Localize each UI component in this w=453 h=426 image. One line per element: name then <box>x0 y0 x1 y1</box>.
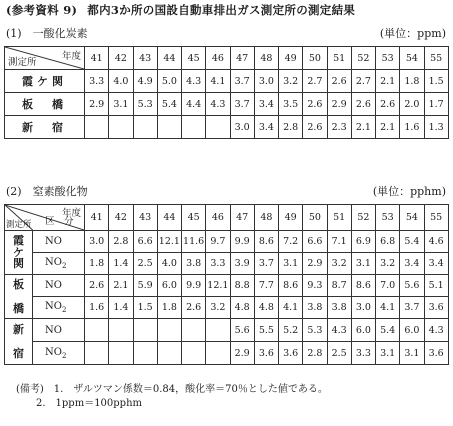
value-cell: 2.6 <box>327 70 351 93</box>
year-header: 53 <box>376 205 400 231</box>
value-cell: 4.9 <box>133 70 157 93</box>
header-row <box>5 205 449 231</box>
pollutant-kind <box>33 253 85 275</box>
value-cell: 2.6 <box>376 93 400 116</box>
year-header: 41 <box>85 47 109 70</box>
station-name: 霞ケ関 <box>5 70 85 93</box>
value-cell: 2.5 <box>327 342 351 365</box>
value-cell: 3.7 <box>400 297 424 319</box>
value-cell: 3.2 <box>206 297 230 319</box>
section2-header <box>6 183 446 199</box>
table-row <box>5 93 449 116</box>
value-cell: 9.7 <box>206 231 230 253</box>
value-cell: 4.3 <box>327 319 351 342</box>
year-header: 42 <box>109 205 133 231</box>
pollutant-kind <box>33 297 85 319</box>
value-cell: 8.6 <box>351 275 375 297</box>
value-cell: 2.1 <box>351 116 375 139</box>
year-header: 47 <box>230 205 254 231</box>
value-cell: 1.8 <box>400 70 424 93</box>
year-header: 45 <box>182 205 206 231</box>
value-cell: 3.8 <box>303 297 327 319</box>
year-header: 52 <box>351 47 375 70</box>
year-header: 46 <box>206 47 230 70</box>
value-cell: 2.9 <box>85 93 109 116</box>
year-header: 54 <box>400 205 424 231</box>
value-cell <box>109 319 133 342</box>
value-cell: 3.7 <box>230 70 254 93</box>
value-cell: 5.4 <box>157 93 181 116</box>
pollutant-kind <box>33 275 85 297</box>
year-header: 50 <box>303 47 327 70</box>
pollutant-kind-subscript: 2 <box>61 262 67 270</box>
value-cell: 3.3 <box>85 70 109 93</box>
year-header: 45 <box>182 47 206 70</box>
value-cell: 5.5 <box>254 319 278 342</box>
value-cell <box>85 116 109 139</box>
carbon-monoxide-table <box>4 46 449 139</box>
value-cell: 3.4 <box>400 253 424 275</box>
value-cell: 8.6 <box>254 231 278 253</box>
value-cell: 2.7 <box>351 70 375 93</box>
year-header: 55 <box>424 205 448 231</box>
value-cell: 2.6 <box>85 275 109 297</box>
value-cell: 5.9 <box>133 275 157 297</box>
corner-year-label: 年度 <box>61 51 81 62</box>
value-cell: 5.6 <box>400 275 424 297</box>
value-cell: 3.0 <box>254 70 278 93</box>
value-cell: 2.0 <box>400 93 424 116</box>
value-cell: 3.0 <box>351 297 375 319</box>
value-cell: 6.8 <box>376 231 400 253</box>
pollutant-kind <box>33 319 85 342</box>
value-cell: 3.5 <box>279 93 303 116</box>
table-row <box>5 231 449 253</box>
value-cell: 2.3 <box>327 116 351 139</box>
year-header: 46 <box>206 205 230 231</box>
pollutant-kind <box>33 342 85 365</box>
value-cell <box>182 319 206 342</box>
value-cell: 2.9 <box>230 342 254 365</box>
value-cell: 3.1 <box>376 342 400 365</box>
value-cell: 7.0 <box>376 275 400 297</box>
corner-cell <box>5 205 85 231</box>
value-cell: 3.3 <box>351 342 375 365</box>
value-cell <box>157 116 181 139</box>
station-name <box>5 275 33 319</box>
value-cell: 1.5 <box>133 297 157 319</box>
station-name-char: 橋 <box>13 301 24 315</box>
station-name-char: ケ <box>13 245 24 259</box>
value-cell: 2.7 <box>303 70 327 93</box>
table-row <box>5 297 449 319</box>
value-cell: 3.4 <box>254 116 278 139</box>
value-cell: 6.0 <box>400 319 424 342</box>
value-cell: 3.1 <box>109 93 133 116</box>
value-cell: 4.4 <box>182 93 206 116</box>
value-cell: 2.1 <box>376 70 400 93</box>
corner-cell <box>5 47 85 70</box>
pollutant-kind-label: NO <box>45 324 62 336</box>
notes <box>16 383 328 411</box>
pollutant-kind-subscript: 2 <box>61 306 67 314</box>
year-header: 48 <box>254 205 278 231</box>
value-cell: 3.9 <box>230 253 254 275</box>
corner-kind-label: 区 分 <box>45 216 74 227</box>
year-header: 44 <box>157 205 181 231</box>
pollutant-kind-label: NO <box>45 257 62 268</box>
value-cell: 5.2 <box>279 319 303 342</box>
table-row <box>5 70 449 93</box>
corner-station-label: 測定所 <box>6 220 32 230</box>
station-name: 新 宿 <box>5 116 85 139</box>
value-cell: 4.3 <box>424 319 448 342</box>
value-cell: 8.6 <box>279 275 303 297</box>
value-cell: 6.0 <box>351 319 375 342</box>
value-cell: 2.1 <box>376 116 400 139</box>
section1-header <box>6 25 446 41</box>
value-cell: 5.3 <box>133 93 157 116</box>
year-header: 51 <box>327 205 351 231</box>
value-cell: 4.3 <box>206 93 230 116</box>
station-name-char: 宿 <box>13 346 24 360</box>
year-header: 48 <box>254 47 278 70</box>
corner-station-label: 測定所 <box>8 57 37 68</box>
value-cell: 12.1 <box>157 231 181 253</box>
value-cell <box>157 342 181 365</box>
section2-heading: (2) 窒素酸化物 <box>6 185 88 198</box>
station-name-char: 霞 <box>13 234 24 248</box>
value-cell: 6.9 <box>351 231 375 253</box>
nitrogen-oxides-table <box>4 204 449 365</box>
value-cell: 1.7 <box>424 93 448 116</box>
pollutant-kind-label: NO <box>45 301 62 312</box>
table-row <box>5 116 449 139</box>
value-cell: 4.0 <box>157 253 181 275</box>
value-cell: 5.1 <box>424 275 448 297</box>
table-row <box>5 319 449 342</box>
title-main: 都内3か所の国設自動車排出ガス測定所の測定結果 <box>87 3 356 17</box>
value-cell: 1.3 <box>424 116 448 139</box>
value-cell: 4.1 <box>206 70 230 93</box>
pollutant-kind-subscript: 2 <box>61 351 67 360</box>
value-cell: 6.6 <box>133 231 157 253</box>
value-cell: 5.3 <box>303 319 327 342</box>
value-cell: 4.8 <box>230 297 254 319</box>
value-cell <box>133 342 157 365</box>
value-cell: 4.6 <box>424 231 448 253</box>
value-cell: 5.6 <box>230 319 254 342</box>
corner-year-label: 年度 <box>61 208 81 219</box>
year-header: 47 <box>230 47 254 70</box>
value-cell <box>85 342 109 365</box>
value-cell: 3.7 <box>230 93 254 116</box>
value-cell: 6.0 <box>157 275 181 297</box>
value-cell: 2.9 <box>327 93 351 116</box>
header-row <box>5 47 449 70</box>
value-cell: 7.1 <box>327 231 351 253</box>
value-cell: 2.9 <box>303 253 327 275</box>
value-cell: 3.4 <box>254 93 278 116</box>
value-cell: 3.2 <box>327 253 351 275</box>
value-cell: 1.8 <box>85 253 109 275</box>
value-cell: 1.8 <box>157 297 181 319</box>
value-cell <box>182 116 206 139</box>
station-name-char: 板 <box>13 277 24 291</box>
station-name-char: 関 <box>13 257 24 271</box>
value-cell: 3.0 <box>230 116 254 139</box>
value-cell: 4.1 <box>376 297 400 319</box>
pollutant-kind <box>33 231 85 253</box>
year-header: 49 <box>279 205 303 231</box>
year-header: 42 <box>109 47 133 70</box>
table-row <box>5 342 449 365</box>
year-header: 54 <box>400 47 424 70</box>
value-cell: 5.4 <box>376 319 400 342</box>
pollutant-kind-label: NO <box>45 236 62 247</box>
document-title <box>6 2 451 18</box>
value-cell: 11.6 <box>182 231 206 253</box>
year-header: 41 <box>85 205 109 231</box>
value-cell: 8.8 <box>230 275 254 297</box>
value-cell: 2.8 <box>279 116 303 139</box>
value-cell <box>109 342 133 365</box>
value-cell: 3.6 <box>279 342 303 365</box>
value-cell: 5.4 <box>400 231 424 253</box>
year-header: 52 <box>351 205 375 231</box>
value-cell <box>133 116 157 139</box>
value-cell <box>206 342 230 365</box>
value-cell: 7.7 <box>254 275 278 297</box>
value-cell: 1.4 <box>109 253 133 275</box>
station-name-char: 新 <box>13 322 24 336</box>
value-cell: 2.6 <box>182 297 206 319</box>
value-cell: 1.6 <box>85 297 109 319</box>
value-cell: 6.6 <box>303 231 327 253</box>
value-cell <box>109 116 133 139</box>
year-header: 44 <box>157 47 181 70</box>
value-cell: 3.1 <box>351 253 375 275</box>
value-cell: 3.6 <box>424 342 448 365</box>
value-cell: 1.4 <box>109 297 133 319</box>
value-cell: 3.3 <box>206 253 230 275</box>
value-cell: 8.7 <box>327 275 351 297</box>
value-cell: 4.3 <box>182 70 206 93</box>
station-name: 板 橋 <box>5 93 85 116</box>
value-cell <box>85 319 109 342</box>
section2-unit: (単位：pphm) <box>372 185 446 198</box>
value-cell: 2.6 <box>303 93 327 116</box>
value-cell: 9.9 <box>182 275 206 297</box>
section1-heading: (1) 一酸化炭素 <box>6 27 88 40</box>
value-cell: 3.2 <box>279 70 303 93</box>
value-cell <box>157 319 181 342</box>
year-header: 51 <box>327 47 351 70</box>
value-cell: 3.6 <box>424 297 448 319</box>
value-cell: 2.1 <box>109 275 133 297</box>
station-name <box>5 319 33 365</box>
value-cell: 1.5 <box>424 70 448 93</box>
value-cell: 5.0 <box>157 70 181 93</box>
note-line-1: (備考) 1. ザルツマン係数＝0.84，酸化率＝70％とした値である。 <box>16 384 328 395</box>
value-cell: 3.0 <box>85 231 109 253</box>
station-name <box>5 231 33 275</box>
value-cell <box>206 116 230 139</box>
value-cell: 9.3 <box>303 275 327 297</box>
value-cell <box>182 342 206 365</box>
value-cell: 9.9 <box>230 231 254 253</box>
value-cell <box>206 319 230 342</box>
value-cell: 3.2 <box>376 253 400 275</box>
pollutant-kind-label: NO <box>45 280 62 291</box>
section1-unit: (単位：ppm) <box>379 27 446 40</box>
table-row <box>5 253 449 275</box>
reference-number: (参考資料 9) <box>6 3 78 17</box>
value-cell: 2.8 <box>303 342 327 365</box>
value-cell: 3.7 <box>254 253 278 275</box>
value-cell: 4.1 <box>279 297 303 319</box>
value-cell: 4.8 <box>254 297 278 319</box>
year-header: 49 <box>279 47 303 70</box>
year-header: 43 <box>133 47 157 70</box>
value-cell: 4.0 <box>109 70 133 93</box>
note-line-2: 2. 1ppm＝100pphm <box>36 398 143 409</box>
value-cell: 3.1 <box>400 342 424 365</box>
value-cell: 2.5 <box>133 253 157 275</box>
value-cell: 2.6 <box>351 93 375 116</box>
value-cell: 3.4 <box>424 253 448 275</box>
pollutant-kind-label: NO <box>45 346 62 358</box>
value-cell: 2.8 <box>109 231 133 253</box>
value-cell: 3.6 <box>254 342 278 365</box>
value-cell: 3.8 <box>327 297 351 319</box>
value-cell: 2.6 <box>303 116 327 139</box>
value-cell: 12.1 <box>206 275 230 297</box>
table-row <box>5 275 449 297</box>
year-header: 50 <box>303 205 327 231</box>
value-cell: 3.1 <box>279 253 303 275</box>
value-cell <box>133 319 157 342</box>
value-cell: 1.6 <box>400 116 424 139</box>
year-header: 55 <box>424 47 448 70</box>
value-cell: 7.2 <box>279 231 303 253</box>
value-cell: 3.8 <box>182 253 206 275</box>
year-header: 53 <box>376 47 400 70</box>
year-header: 43 <box>133 205 157 231</box>
